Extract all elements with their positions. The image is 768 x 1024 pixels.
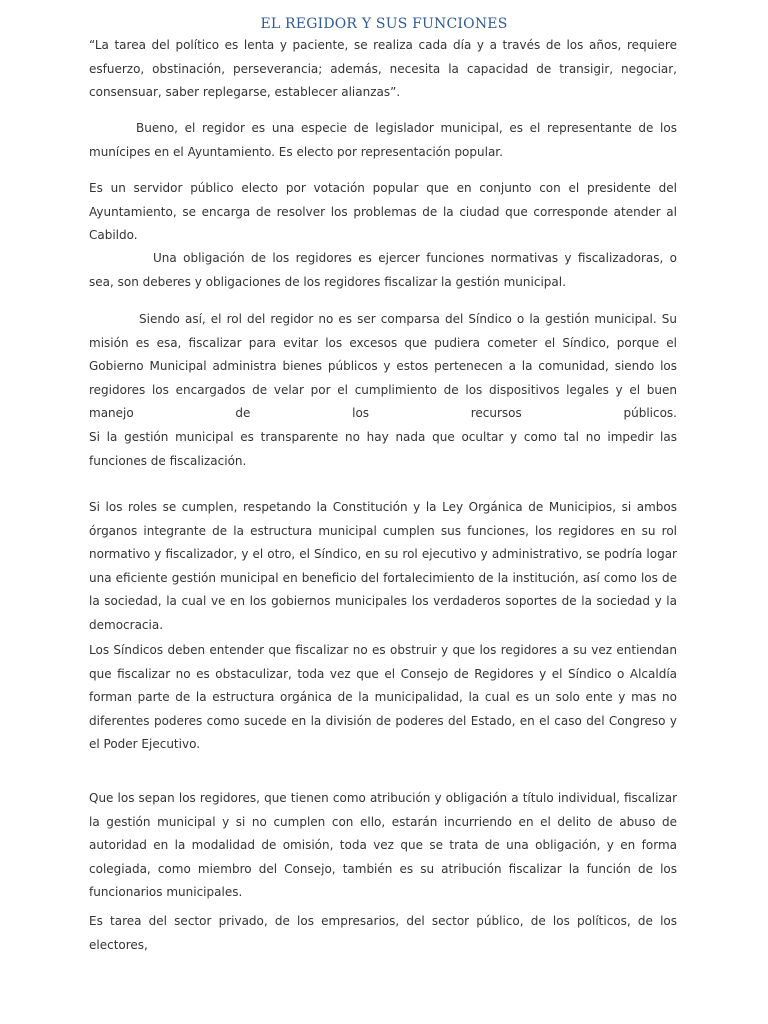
paragraph-transparencia: Si la gestión municipal es transparente no hay nada que ocultar y como tal no impedir las funciones de fiscalización. [89, 430, 677, 468]
paragraph-servidor-publico: Es un servidor público electo por votación popular que en conjunto con el presidente del Ayuntamiento, se encarga de resolver los problemas de la ciudad que corresponde atender al Cabildo. [89, 181, 677, 242]
paragraph-roles-cumplen: Si los roles se cumplen, respetando la Constitución y la Ley Orgánica de Municipios, si ambos órganos integrante de la estructura municipal cumplen sus funciones, los regidores en su rol normativo y fiscalizador, y el otro, el Síndico, en su rol ejecutivo y administrativo, se podría logar una eficiente gestión municipal en beneficio del fortalecimiento de la institución, así como los de la sociedad, la cual ve en los gobiernos municipales los verdaderos soportes de la sociedad y la democracia. [89, 500, 677, 632]
paragraph-sindicos: Los Síndicos deben entender que fiscalizar no es obstruir y que los regidores a su vez entiendan que fiscalizar no es obstaculizar, toda vez que el Consejo de Regidores y el Síndico o Alcaldía forman parte de la estructura orgánica de la municipalidad, la cual es un solo ente y mas no diferentes poderes como sucede en la división de poderes del Estado, en el caso del Congreso y el Poder Ejecutivo. [89, 643, 677, 751]
paragraph-sepan-regidores: Que los sepan los regidores, que tienen como atribución y obligación a título individual, fiscalizar la gestión municipal y si no cumplen con ello, estarán incurriendo en el delito de abuso de autoridad en la modalidad de omisión, toda vez que se trata de una obligación, y en forma colegiada, como miembro del Consejo, también es su atribución fiscalizar la función de los funcionarios municipales. [89, 791, 677, 899]
document-title: EL REGIDOR Y SUS FUNCIONES [260, 16, 508, 32]
paragraph-tarea-sector: Es tarea del sector privado, de los empresarios, del sector público, de los políticos, de los electores, [89, 914, 677, 952]
paragraph-obligacion: Una obligación de los regidores es ejercer funciones normativas y fiscalizadoras, o sea, son deberes y obligaciones de los regidores fiscalizar la gestión municipal. [89, 251, 677, 289]
paragraph-rol-regidor: Siendo así, el rol del regidor no es ser comparsa del Síndico o la gestión municipal. Su misión es esa, fiscalizar para evitar los excesos que pudiera cometer el Síndico, porque el Gobierno Municipal administra bienes públicos y estos pertenecen a la comunidad, siendo los regidores los encargados de velar por el cumplimiento de los dispositivos legales y el buen manejo de los recursos públicos. [89, 312, 677, 420]
paragraph-regidor-definition: Bueno, el regidor es una especie de legislador municipal, es el representante de los munícipes en el Ayuntamiento. Es electo por representación popular. [89, 121, 677, 159]
paragraph-quote: “La tarea del político es lenta y paciente, se realiza cada día y a través de los años, requiere esfuerzo, obstinación, perseverancia; además, necesita la capacidad de transigir, negociar, consensuar, saber replegarse, establecer alianzas”. [89, 38, 677, 99]
